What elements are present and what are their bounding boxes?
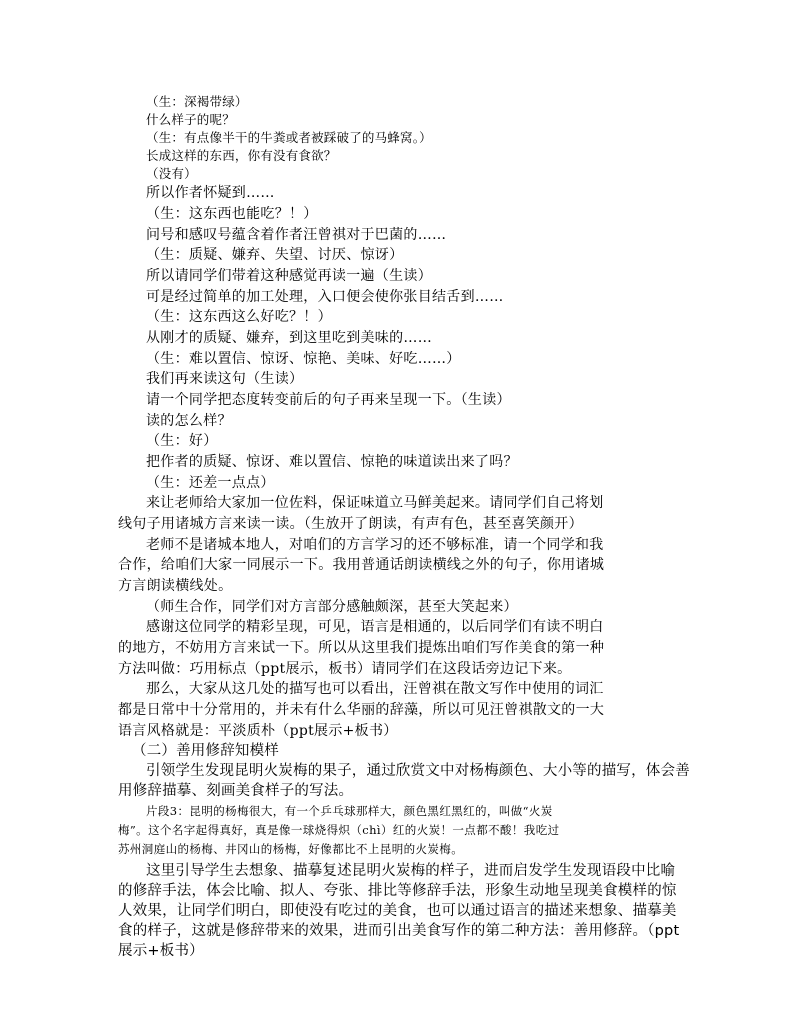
paragraph-line: 的修辞手法，体会比喻、拟人、夸张、排比等修辞手法，形象生动地呈现美食模样的惊 [118, 883, 677, 899]
paragraph-line: 我们再来读这句（生读） [146, 371, 304, 387]
quoted-excerpt-line: 片段3：昆明的杨梅很大，有一个乒乓球那样大，颜色黑红黑红的，叫做“火炭 [146, 804, 553, 818]
quoted-excerpt-line: 苏州洞庭山的杨梅、井冈山的杨梅，好像都比不上昆明的火炭梅。 [118, 842, 464, 856]
paragraph-line: （生：质疑、嫌弃、失望、讨厌、惊讶） [146, 247, 404, 263]
paragraph-line: 线句子用诸城方言来读一读。（生放开了朗读，有声有色，甚至喜笑颜开） [118, 516, 583, 532]
paragraph-line: 问号和感叹号蕴含着作者汪曾祺对于巴菌的…… [146, 227, 447, 243]
paragraph-line: （生：这东西这么好吃？！） [146, 309, 332, 325]
paragraph-line: 这里引导学生去想象、描摹复述昆明火炭梅的样子，进而启发学生发现语段中比喻 [146, 863, 676, 879]
paragraph-line: 那么，大家从这几处的描写也可以看出，汪曾祺在散文写作中使用的词汇 [146, 681, 604, 697]
paragraph-line: 所以作者怀疑到…… [146, 185, 275, 201]
paragraph-line: 用修辞描摹、刻画美食样子的写法。 [118, 783, 354, 799]
paragraph-line: 引领学生发现昆明火炭梅的果子，通过欣赏文中对杨梅颜色、大小等的描写，体会善 [146, 763, 690, 779]
paragraph-line: 把作者的质疑、惊讶、难以置信、惊艳的味道读出来了吗？ [146, 454, 518, 470]
paragraph-line: 老师不是诸城本地人，对咱们的方言学习的还不够标准，请一个同学和我 [146, 537, 604, 553]
paragraph-line: 来让老师给大家加一位佐料，保证味道立马鲜美起来。请同学们自己将划 [146, 495, 604, 511]
paragraph-line: 可是经过简单的加工处理，入口便会使你张目结舌到…… [146, 289, 504, 305]
paragraph-line: （生：这东西也能吃？！） [146, 206, 318, 222]
paragraph-line: 方言朗读横线处。 [118, 578, 233, 594]
paragraph-line: 什么样子的呢？ [146, 112, 235, 127]
paragraph-line: 合作，给咱们大家一同展示一下。我用普通话朗读横线之外的句子，你用诸城 [118, 557, 605, 573]
paragraph-line: 的地方，不妨用方言来试一下。所以从这里我们提炼出咱们写作美食的第一种 [118, 640, 605, 656]
paragraph-line: 方法叫做：巧用标点（ppt展示，板书）请同学们在这段话旁边记下来。 [118, 661, 572, 677]
paragraph-line: 都是日常中十分常用的，并未有什么华丽的辞藻，所以可见汪曾祺散文的一大 [118, 702, 605, 718]
paragraph-line: （生：好） [146, 433, 218, 449]
paragraph-line: 人效果，让同学们明白，即使没有吃过的美食，也可以通过语言的描述来想象、描摹美 [118, 903, 677, 919]
paragraph-line: 语言风格就是：平淡质朴（ppt展示+板书） [118, 723, 398, 739]
paragraph-line: （生：有点像半干的牛粪或者被踩破了的马蜂窝。） [146, 130, 432, 145]
paragraph-line: 所以请同学们带着这种感觉再读一遍（生读） [146, 268, 432, 284]
paragraph-line: 长成这样的东西，你有没有食欲？ [146, 148, 337, 163]
quoted-excerpt-line: 梅”。这个名字起得真好，真是像一球烧得炽（chì）红的火炭！一点都不酸！我吃过 [118, 823, 560, 837]
paragraph-line: 感谢这位同学的精彩呈现，可见，语言是相通的，以后同学们有读不明白 [146, 619, 604, 635]
paragraph-line: 展示+板书） [118, 943, 204, 959]
paragraph-line: 请一个同学把态度转变前后的句子再来呈现一下。（生读） [146, 392, 511, 408]
paragraph-line: （生：深褐带绿） [146, 94, 248, 109]
paragraph-line: （生：还差一点点） [146, 475, 275, 491]
paragraph-line: （师生合作，同学们对方言部分感触颇深，甚至大笑起来） [146, 599, 518, 615]
paragraph-line: 读的怎么样？ [146, 413, 232, 429]
paragraph-line: 食的样子，这就是修辞带来的效果，进而引出美食写作的第二种方法：善用修辞。（ppt [118, 923, 680, 939]
paragraph-line: （生：难以置信、惊讶、惊艳、美味、好吃……） [146, 351, 461, 367]
paragraph-line: 从刚才的质疑、嫌弃，到这里吃到美味的…… [146, 330, 432, 346]
paragraph-line: （没有） [146, 166, 197, 181]
section-heading: （二）善用修辞知模样 [132, 743, 279, 759]
